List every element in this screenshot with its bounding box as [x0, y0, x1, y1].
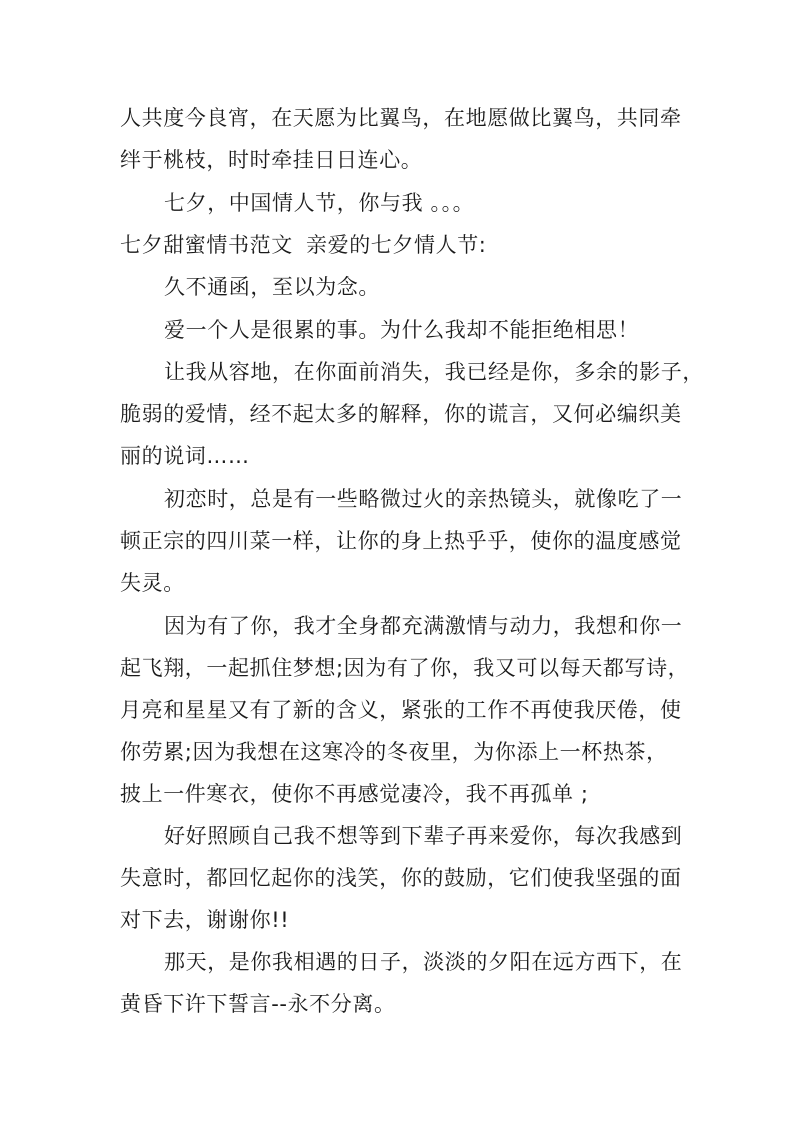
paragraph-line: 让我从容地，在你面前消失，我已经是你，多余的影子， [164, 360, 704, 384]
paragraph-line: 久不通函，至以为念。 [164, 275, 380, 299]
text-line: 人共度今良宵，在天愿为比翼鸟，在地愿做比翼鸟，共同牵 [120, 106, 682, 130]
text-line: 你劳累;因为我想在这寒冷的冬夜里，为你添上一杯热茶， [120, 740, 668, 764]
text-line: 对下去，谢谢你!! [120, 908, 290, 932]
text-line: 披上一件寒衣，使你不再感觉凄冷，我不再孤单 ; [120, 782, 589, 806]
text-line: 起飞翔，一起抓住梦想;因为有了你，我又可以每天都写诗， [120, 656, 690, 680]
paragraph-line: 那天，是你我相遇的日子，淡淡的夕阳在远方西下，在 [164, 950, 683, 974]
paragraph-line: 初恋时，总是有一些略微过火的亲热镜头，就像吃了一 [164, 487, 683, 511]
text-line: 脆弱的爱情，经不起太多的解释，你的谎言，又何必编织美 [120, 402, 682, 426]
text-line: 绊于桃枝，时时牵挂日日连心。 [120, 148, 423, 172]
text-line: 月亮和星星又有了新的含义，紧张的工作不再使我厌倦，使 [120, 698, 682, 722]
paragraph-line: 因为有了你，我才全身都充满激情与动力，我想和你一 [164, 614, 683, 638]
text-line: 顿正宗的四川菜一样，让你的身上热乎乎，使你的温度感觉 [120, 529, 682, 553]
text-line: 黄昏下许下誓言--永不分离。 [120, 992, 396, 1016]
paragraph-line: 好好照顾自己我不想等到下辈子再来爱你，每次我感到 [164, 824, 683, 848]
paragraph-line: 爱一个人是很累的事。为什么我却不能拒绝相思！ [164, 318, 640, 342]
text-line: 丽的说词…… [120, 444, 250, 468]
heading-title: 七夕甜蜜情书范文 [120, 233, 293, 257]
section-heading [120, 231, 680, 259]
heading-salutation: 亲爱的七夕情人节: [306, 233, 487, 257]
text-line: 失灵。 [120, 571, 185, 595]
text-line: 失意时，都回忆起你的浅笑，你的鼓励，它们使我坚强的面 [120, 866, 682, 890]
paragraph-line: 七夕，中国情人节，你与我 。。。 [164, 191, 475, 215]
